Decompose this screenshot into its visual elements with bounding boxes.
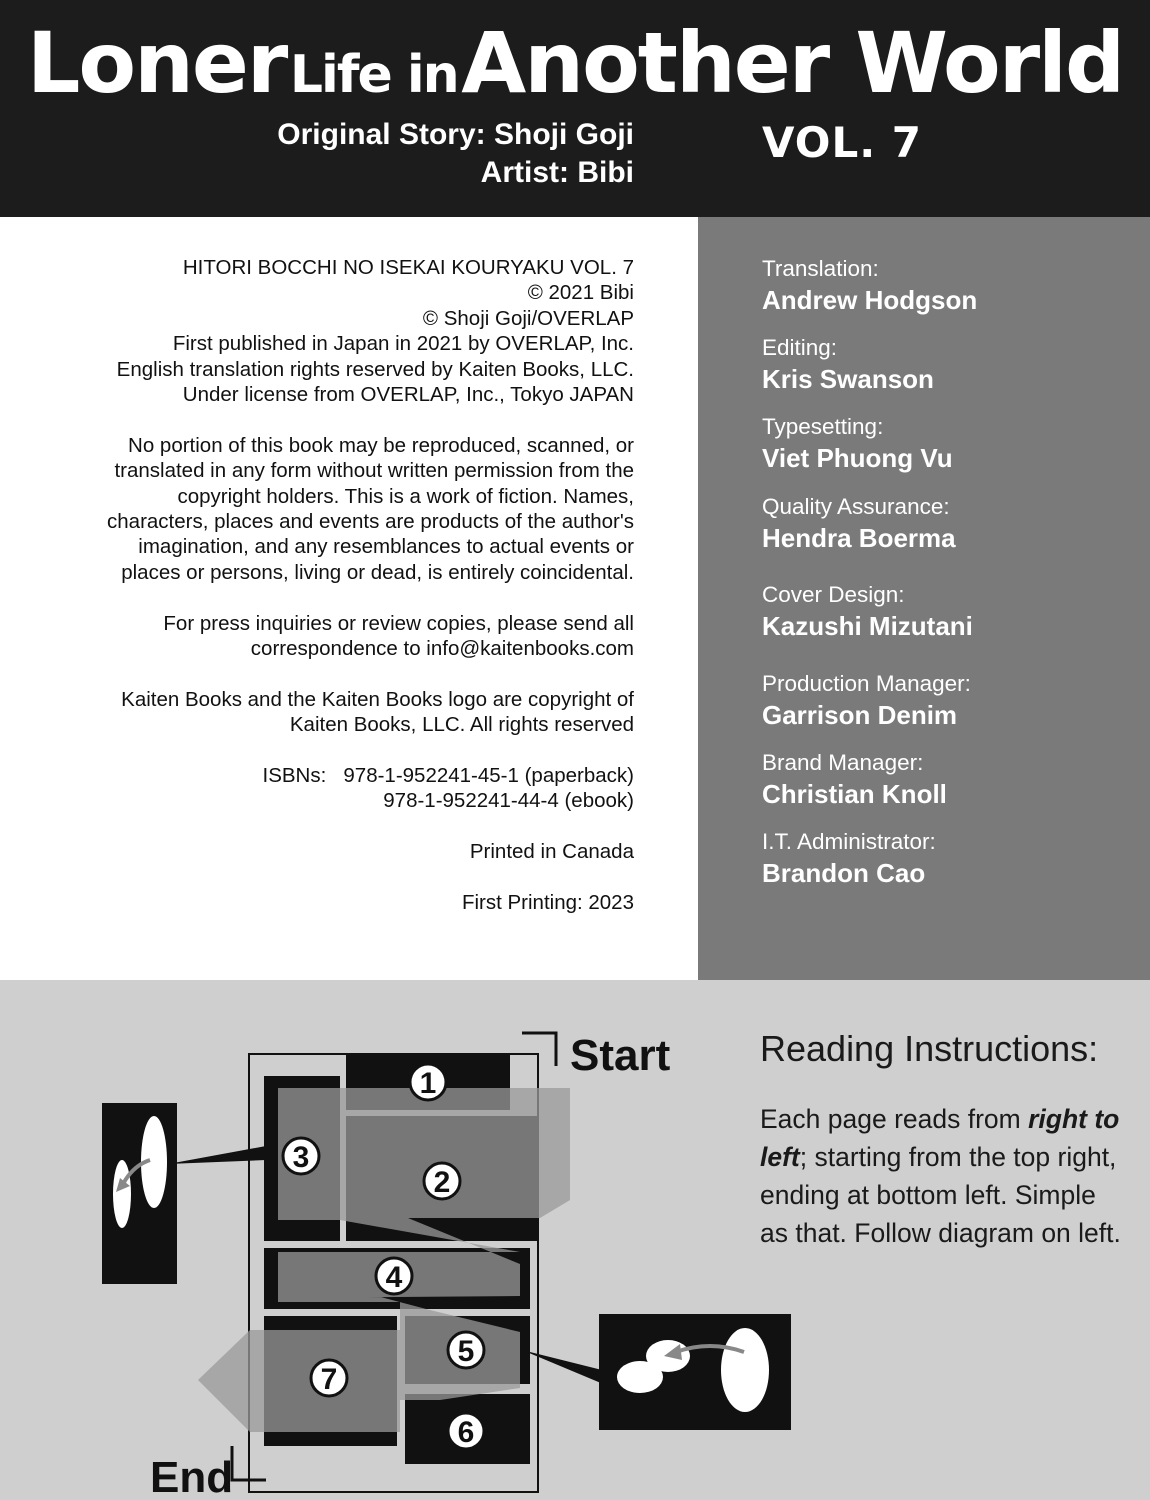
notice-line: translated in any form without written permission from the: [114, 459, 634, 483]
title-part-1: Loner: [26, 14, 287, 112]
staff-entry: [762, 670, 971, 732]
copyright-section: [0, 217, 698, 980]
title-part-2: Life in: [289, 45, 458, 105]
staff-name: Kris Swanson: [762, 364, 934, 394]
rights-paragraph: [107, 255, 634, 407]
volume-number: VOL. 7: [762, 118, 923, 167]
staff-name: Kazushi Mizutani: [762, 611, 973, 641]
rights-line: First published in Japan in 2021 by OVERLAP, Inc.: [172, 332, 634, 356]
end-label: End: [150, 1453, 234, 1500]
isbn-paragraph: [107, 763, 634, 814]
instructions-emphasis: right to left: [760, 1104, 1120, 1172]
isbn-row: [263, 764, 635, 787]
rights-line: English translation rights reserved by Kaiten Books, LLC.: [116, 357, 634, 381]
notice-line: copyright holders. This is a work of fiction. Names,: [177, 484, 634, 508]
notice-line: No portion of this book may be reproduced, scanned, or: [128, 433, 634, 457]
vertical-bubble-callout: [102, 1103, 266, 1284]
instructions-text-start: Each page reads from: [760, 1104, 1029, 1134]
staff-name: Viet Phuong Vu: [762, 443, 953, 473]
panel-number: 6: [457, 1416, 475, 1449]
horizontal-bubble-callout: [522, 1314, 791, 1430]
printing-paragraph: [107, 890, 634, 915]
staff-role: Cover Design:: [762, 582, 905, 607]
reading-instructions-text: [760, 1100, 1130, 1252]
panel-number: 1: [419, 1067, 437, 1100]
staff-role: Quality Assurance:: [762, 494, 950, 519]
isbn-label: ISBNs:: [262, 764, 327, 788]
panel-number: 4: [385, 1261, 403, 1294]
printed-paragraph: [107, 839, 634, 864]
press-line: correspondence to info@kaitenbooks.com: [250, 637, 634, 661]
story-credit: Original Story: Shoji Goji: [277, 118, 634, 151]
staff-entry: [762, 255, 977, 317]
title-header: [0, 0, 1150, 217]
staff-name: Brandon Cao: [762, 858, 926, 888]
notice-paragraph: [107, 433, 634, 585]
notice-line: characters, places and events are products of the author's: [107, 510, 634, 534]
press-paragraph: [107, 611, 634, 662]
copyright-text: [107, 255, 634, 941]
panel-number: 3: [292, 1141, 310, 1174]
reading-order-diagram: [0, 980, 800, 1500]
staff-entry: [762, 413, 953, 475]
staff-entry: [762, 749, 947, 811]
title-part-3: Another World: [461, 14, 1124, 112]
rights-line: Under license from OVERLAP, Inc., Tokyo JAPAN: [182, 383, 634, 407]
staff-role: Editing:: [762, 335, 838, 360]
staff-role: I.T. Administrator:: [762, 829, 936, 854]
logo-line: Kaiten Books, LLC. All rights reserved: [289, 713, 634, 737]
speech-bubble-icon: [113, 1160, 131, 1228]
speech-bubble-icon: [721, 1328, 769, 1412]
staff-role: Production Manager:: [762, 671, 971, 696]
isbn-paperback: 978-1-952241-45-1 (paperback): [343, 764, 634, 788]
printed-location: Printed in Canada: [469, 840, 634, 864]
book-title: [0, 14, 1150, 112]
reading-instructions-title: Reading Instructions:: [760, 1028, 1099, 1069]
callout-pointer: [168, 1146, 266, 1164]
reading-instructions-section: [0, 980, 1150, 1500]
panel-number: 5: [457, 1335, 475, 1368]
artist-credit: Artist: Bibi: [480, 156, 634, 189]
press-line: For press inquiries or review copies, please send all: [163, 611, 634, 635]
staff-entry: [762, 334, 934, 396]
rights-line: © Shoji Goji/OVERLAP: [422, 306, 634, 330]
staff-name: Andrew Hodgson: [762, 285, 978, 315]
rights-line: © 2021 Bibi: [527, 281, 634, 305]
printing-year: First Printing: 2023: [461, 891, 634, 915]
staff-name: Christian Knoll: [762, 779, 947, 809]
staff-entry: [762, 493, 956, 555]
isbn-ebook: 978-1-952241-44-4 (ebook): [383, 789, 634, 813]
staff-role: Translation:: [762, 256, 879, 281]
logo-line: Kaiten Books and the Kaiten Books logo are copyright of: [121, 687, 634, 711]
staff-name: Garrison Denim: [762, 700, 958, 730]
panel-number: 7: [320, 1363, 338, 1396]
instructions-text-end: ; starting from the top right, ending at bottom left. Simple as that. Follow diagram on left.: [760, 1142, 1121, 1248]
staff-role: Brand Manager:: [762, 750, 924, 775]
staff-entry: [762, 828, 936, 890]
notice-line: places or persons, living or dead, is entirely coincidental.: [121, 560, 634, 584]
callout-pointer: [522, 1350, 610, 1386]
notice-line: imagination, and any resemblances to actual events or: [138, 535, 634, 559]
staff-role: Typesetting:: [762, 414, 884, 439]
author-credits: [277, 116, 634, 192]
staff-section: [698, 217, 1150, 980]
logo-paragraph: [107, 687, 634, 738]
start-label: Start: [570, 1031, 671, 1080]
panel-number: 2: [433, 1166, 451, 1199]
rights-line: HITORI BOCCHI NO ISEKAI KOURYAKU VOL. 7: [182, 256, 634, 279]
staff-entry: [762, 581, 973, 643]
staff-name: Hendra Boerma: [762, 523, 956, 553]
